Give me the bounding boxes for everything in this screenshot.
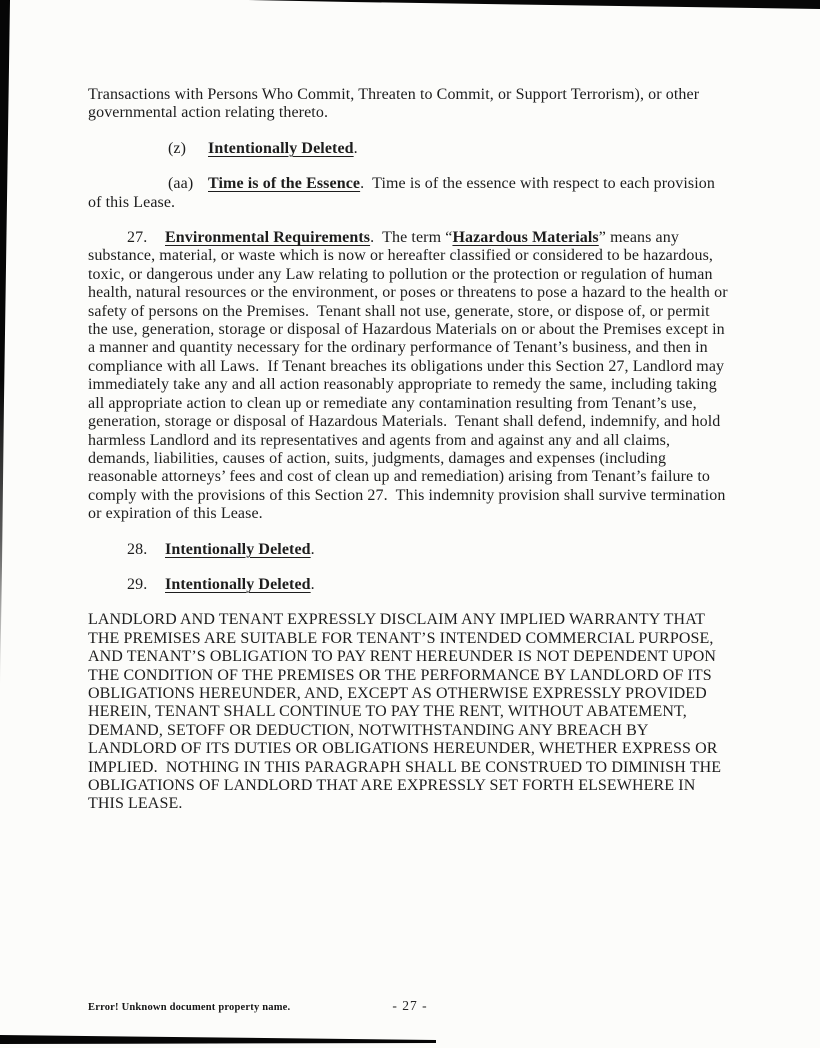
section-label: (aa) [168,175,194,193]
section-heading: Time is of the Essence [208,175,361,193]
section-heading: Intentionally Deleted [165,540,311,558]
paragraph-6 [88,611,732,813]
paragraph-0 [88,86,732,123]
paragraph-2 [88,175,732,212]
footer-page-number: - 27 - [392,998,428,1013]
paragraph-5 [88,576,732,594]
section-label: 27. [127,229,148,247]
document-body [88,86,732,831]
text-run: . [310,575,315,593]
text-run: LANDLORD AND TENANT EXPRESSLY DISCLAIM ANY IMPLIED WARRANTY THAT THE PREMISES ARE SUITABLE FOR TENANT’S INTENDED COMMERCIAL PURPOSE, AND TENANT’S OBLIGATION TO PAY RENT HEREUNDER IS NOT DEPENDENT UPON THE CONDITION OF THE PREMISES OR THE PERFORMANCE BY LANDLORD OF ITS OBLIGATIONS HEREUNDER, AND, EXCEPT AS OTHERWISE EXPRESSLY PROVIDED HEREIN, TENANT SHALL CONTINUE TO PAY THE RENT, WITHOUT ABATEMENT, DEMAND, SETOFF OR DEDUCTION, NOTWITHSTANDING ANY BREACH BY LANDLORD OF ITS DUTIES OR OBLIGATIONS HEREUNDER, WHETHER EXPRESS OR IMPLIED. NOTHING IN THIS PARAGRAPH SHALL BE CONSTRUED TO DIMINISH THE OBLIGATIONS OF LANDLORD THAT ARE EXPRESSLY SET FORTH ELSEWHERE IN THIS LEASE. [88,611,722,813]
section-heading: Intentionally Deleted [165,575,311,593]
paragraph-1 [88,140,732,158]
section-label: 29. [127,575,148,593]
text-run: ” means any substance, material, or waste which is now or hereafter classified or considered to be hazardous, toxic, or dangerous under any Law relating to pollution or the protection or regulation of human health, natural resources or the environment, or poses or threatens to pose a hazard to the health or safety of persons on the Premises. Tenant shall not use, generate, store, or dispose of, or permit the use, generation, storage or disposal of Hazardous Materials on or about the Premises except in a manner and quantity necessary for the ordinary performance of Tenant’s business, and then in compliance with all Laws. If Tenant breaches its obligations under this Section 27, Landlord may immediately take any and all action reasonably appropriate to remedy the same, including taking all appropriate action to clean up or remediate any contamination resulting from Tenant’s use, generation, storage or disposal of Hazardous Materials. Tenant shall defend, indemnify, and hold harmless Landlord and its representatives and agents from and against any and all claims, demands, liabilities, causes of action, suits, judgments, damages and expenses (including reasonable attorneys’ fees and cost of clean up and remediation) arising from Tenant’s failure to comply with the provisions of this Section 27. This indemnity provision shall survive termination or expiration of this Lease. [88,229,728,523]
scan-artifact-top-edge [248,0,820,9]
section-heading: Hazardous Materials [452,229,599,247]
scan-artifact-left-edge [0,0,10,690]
section-heading: Environmental Requirements [165,229,371,247]
footer-error-note: Error! Unknown document property name. [88,1002,291,1013]
page-footer [88,998,732,1020]
text-run: Transactions with Persons Who Commit, Threaten to Commit, or Support Terrorism), or other governmental action relating thereto. [88,86,700,122]
section-heading: Intentionally Deleted [208,139,354,157]
paragraph-4 [88,541,732,559]
paragraph-3 [88,229,732,524]
text-run: . The term “ [370,229,453,247]
section-label: (z) [168,139,187,157]
section-label: 28. [127,540,148,558]
text-run: . [353,139,358,157]
scan-artifact-bottom-edge [0,1033,436,1046]
text-run: . [310,540,315,558]
text-run: . Time is of the essence with respect to each provision of this Lease. [88,175,715,211]
